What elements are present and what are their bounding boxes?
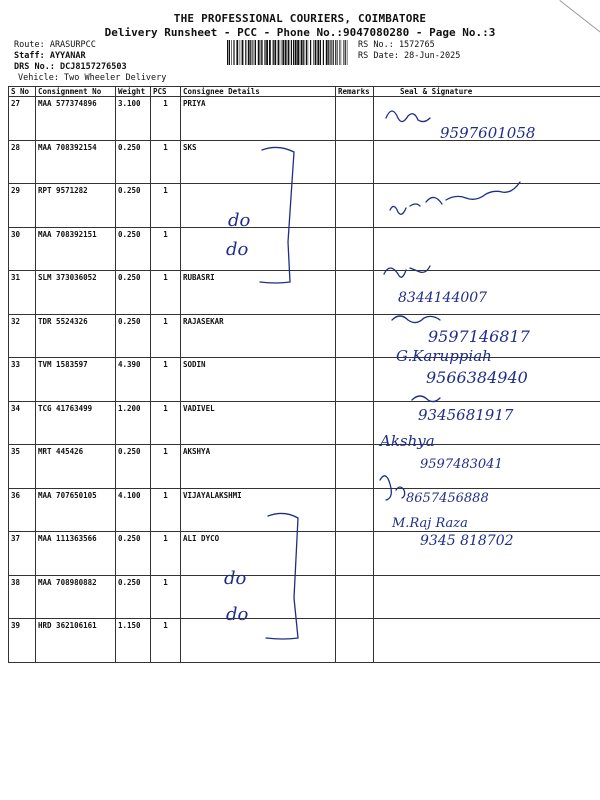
document-title: THE PROFESSIONAL COURIERS, COIMBATORE	[173, 12, 427, 25]
cell-remarks	[336, 184, 374, 228]
barcode-bar	[266, 40, 268, 65]
barcode-bar	[274, 40, 276, 65]
table-header-row	[9, 87, 600, 97]
barcode	[227, 40, 349, 65]
phone-32: 9597146817	[428, 327, 530, 346]
barcode-bar	[317, 40, 319, 65]
cell-sno: 27	[9, 97, 36, 141]
ditto-mark: do	[228, 210, 251, 231]
ditto-mark: do	[226, 239, 249, 260]
cell-remarks	[336, 358, 374, 402]
cell-sno: 33	[9, 358, 36, 402]
barcode-bar	[313, 40, 314, 65]
table-row	[9, 140, 600, 184]
cell-pcs: 1	[151, 358, 181, 402]
cell-sno: 28	[9, 140, 36, 184]
meta-right	[358, 40, 460, 62]
barcode-bar	[236, 40, 238, 65]
barcode-bar	[250, 40, 251, 65]
barcode-bar	[269, 40, 271, 65]
table-row	[9, 575, 600, 619]
cell-weight: 0.250	[116, 184, 151, 228]
col-remarks: Remarks	[336, 87, 374, 97]
barcode-bar	[227, 40, 228, 65]
cell-remarks	[336, 314, 374, 358]
cell-consignee: VADIVEL	[181, 401, 336, 445]
barcode-bar	[330, 40, 331, 65]
cell-pcs: 1	[151, 575, 181, 619]
cell-consignment: RPT 9571282	[36, 184, 116, 228]
cell-consignment: MAA 577374896	[36, 97, 116, 141]
table-row	[9, 271, 600, 315]
cell-weight: 4.390	[116, 358, 151, 402]
cell-consignment: MAA 708392154	[36, 140, 116, 184]
cell-consignment: MRT 445426	[36, 445, 116, 489]
cell-sno: 37	[9, 532, 36, 576]
barcode-bar	[343, 40, 344, 65]
cell-signature	[374, 97, 600, 141]
cell-signature	[374, 314, 600, 358]
phone-31: 8344144007	[398, 290, 488, 306]
signature-35: Akshya	[380, 432, 435, 450]
name-37: M.Raj Raza	[392, 516, 468, 531]
barcode-bar	[326, 40, 328, 65]
cell-pcs: 1	[151, 227, 181, 271]
route-label: Route: ARASURPCC	[14, 40, 96, 50]
cell-remarks	[336, 532, 374, 576]
staff-label: Staff: AYYANAR	[14, 51, 86, 61]
cell-pcs: 1	[151, 271, 181, 315]
cell-sno: 38	[9, 575, 36, 619]
barcode-bar	[231, 40, 232, 65]
cell-remarks	[336, 445, 374, 489]
barcode-bar	[282, 40, 284, 65]
cell-consignment: HRD 362106161	[36, 619, 116, 663]
cell-consignee	[181, 619, 336, 663]
barcode-bar	[320, 40, 321, 65]
cell-consignment: TDR 5524326	[36, 314, 116, 358]
cell-weight: 1.150	[116, 619, 151, 663]
cell-consignee: PRIYA	[181, 97, 336, 141]
cell-remarks	[336, 140, 374, 184]
table-row	[9, 488, 600, 532]
cell-remarks	[336, 619, 374, 663]
barcode-bar	[288, 40, 290, 65]
cell-consignee: RUBASRI	[181, 271, 336, 315]
cell-weight: 0.250	[116, 140, 151, 184]
phone-27: 9597601058	[440, 124, 536, 142]
phone-36: 8657456888	[406, 491, 489, 506]
cell-remarks	[336, 271, 374, 315]
cell-consignee	[181, 184, 336, 228]
cell-signature	[374, 619, 600, 663]
cell-sno: 34	[9, 401, 36, 445]
cell-sno: 36	[9, 488, 36, 532]
barcode-bar	[308, 40, 309, 65]
cell-weight: 0.250	[116, 227, 151, 271]
cell-signature	[374, 227, 600, 271]
cell-sno: 29	[9, 184, 36, 228]
cell-consignment: TCG 41763499	[36, 401, 116, 445]
barcode-bar	[240, 40, 241, 65]
cell-weight: 0.250	[116, 314, 151, 358]
table-row	[9, 184, 600, 228]
cell-signature	[374, 358, 600, 402]
ditto-mark: do	[224, 568, 247, 589]
cell-pcs: 1	[151, 532, 181, 576]
cell-weight: 0.250	[116, 532, 151, 576]
barcode-bar	[233, 40, 234, 65]
barcode-bar	[333, 40, 334, 65]
cell-consignment: SLM 373036052	[36, 271, 116, 315]
cell-weight: 1.200	[116, 401, 151, 445]
table-row	[9, 314, 600, 358]
cell-consignee: AKSHYA	[181, 445, 336, 489]
barcode-bar	[245, 40, 246, 65]
cell-weight: 4.100	[116, 488, 151, 532]
cell-signature	[374, 401, 600, 445]
cell-pcs: 1	[151, 619, 181, 663]
name-33: G.Karuppiah	[396, 347, 492, 365]
barcode-bar	[255, 40, 256, 65]
cell-consignment: MAA 708392151	[36, 227, 116, 271]
cell-consignment: MAA 707650105	[36, 488, 116, 532]
barcode-bar	[281, 40, 282, 65]
barcode-bar	[254, 40, 255, 65]
document-subtitle: Delivery Runsheet - PCC - Phone No.:9047080280 - Page No.:3	[104, 26, 496, 39]
barcode-bar	[291, 40, 292, 65]
cell-pcs: 1	[151, 184, 181, 228]
table-row	[9, 445, 600, 489]
col-pcs: PCS	[151, 87, 181, 97]
cell-consignee: VIJAYALAKSHMI	[181, 488, 336, 532]
phone-37: 9345 818702	[420, 533, 514, 549]
barcode-bar	[262, 40, 263, 65]
cell-pcs: 1	[151, 97, 181, 141]
cell-remarks	[336, 97, 374, 141]
cell-weight: 3.100	[116, 97, 151, 141]
phone-35: 9597483041	[420, 457, 503, 472]
barcode-bar	[258, 40, 260, 65]
barcode-bar	[301, 40, 303, 65]
cell-pcs: 1	[151, 401, 181, 445]
barcode-bar	[345, 40, 346, 65]
cell-signature	[374, 184, 600, 228]
cell-pcs: 1	[151, 140, 181, 184]
cell-remarks	[336, 227, 374, 271]
cell-pcs: 1	[151, 445, 181, 489]
table-row	[9, 401, 600, 445]
cell-sno: 32	[9, 314, 36, 358]
cell-sno: 31	[9, 271, 36, 315]
cell-consignee: SODIN	[181, 358, 336, 402]
barcode-bar	[315, 40, 317, 65]
cell-weight: 0.250	[116, 271, 151, 315]
barcode-bar	[300, 40, 301, 65]
vehicle-label: Vehicle: Two Wheeler Delivery	[18, 73, 167, 83]
cell-consignee: ALI DYCO	[181, 532, 336, 576]
barcode-bar	[328, 40, 329, 65]
cell-signature	[374, 140, 600, 184]
cell-weight: 0.250	[116, 575, 151, 619]
cell-remarks	[336, 575, 374, 619]
col-consignment: Consignment No	[36, 87, 116, 97]
col-signature: Seal & Signature	[374, 87, 600, 97]
col-weight: Weight	[116, 87, 151, 97]
barcode-bar	[285, 40, 287, 65]
barcode-bar	[297, 40, 299, 65]
barcode-bar	[242, 40, 244, 65]
rs-date: RS Date: 28-Jun-2025	[358, 51, 461, 61]
barcode-bar	[335, 40, 336, 65]
barcode-bar	[347, 40, 348, 65]
barcode-bar	[278, 40, 280, 65]
cell-consignment: TVM 1583597	[36, 358, 116, 402]
barcode-bar	[261, 40, 262, 65]
col-consignee: Consignee Details	[181, 87, 336, 97]
rs-number: RS No.: 1572765	[358, 40, 435, 50]
barcode-bar	[273, 40, 274, 65]
table-row	[9, 532, 600, 576]
cell-consignment: MAA 111363566	[36, 532, 116, 576]
barcode-bar	[252, 40, 253, 65]
barcode-bar	[339, 40, 340, 65]
meta-left	[14, 40, 166, 84]
phone-34: 9345681917	[418, 406, 514, 424]
cell-signature	[374, 532, 600, 576]
barcode-bar	[341, 40, 342, 65]
cell-remarks	[336, 401, 374, 445]
barcode-bar	[310, 40, 311, 65]
runsheet-table	[8, 86, 600, 663]
barcode-bar	[248, 40, 250, 65]
barcode-bar	[295, 40, 297, 65]
cell-pcs: 1	[151, 488, 181, 532]
table-row	[9, 358, 600, 402]
cell-weight: 0.250	[116, 445, 151, 489]
cell-consignee	[181, 227, 336, 271]
barcode-bar	[264, 40, 265, 65]
barcode-bar	[306, 40, 307, 65]
barcode-bar	[323, 40, 324, 65]
cell-pcs: 1	[151, 314, 181, 358]
barcode-bar	[337, 40, 338, 65]
cell-signature	[374, 575, 600, 619]
cell-sno: 30	[9, 227, 36, 271]
cell-signature	[374, 488, 600, 532]
cell-consignee: RAJASEKAR	[181, 314, 336, 358]
barcode-bar	[303, 40, 304, 65]
table-row	[9, 619, 600, 663]
cell-sno: 39	[9, 619, 36, 663]
cell-sno: 35	[9, 445, 36, 489]
col-sno: S No	[9, 87, 36, 97]
cell-signature	[374, 445, 600, 489]
table-row	[9, 97, 600, 141]
barcode-bar	[293, 40, 294, 65]
phone-33: 9566384940	[426, 368, 528, 387]
cell-consignee	[181, 575, 336, 619]
ditto-mark: do	[226, 604, 249, 625]
table-row	[9, 227, 600, 271]
barcode-bar	[229, 40, 230, 65]
drs-label: DRS No.: DCJ8157276503	[14, 62, 127, 72]
cell-consignment: MAA 708980882	[36, 575, 116, 619]
cell-consignee: SKS	[181, 140, 336, 184]
cell-signature	[374, 271, 600, 315]
cell-remarks	[336, 488, 374, 532]
